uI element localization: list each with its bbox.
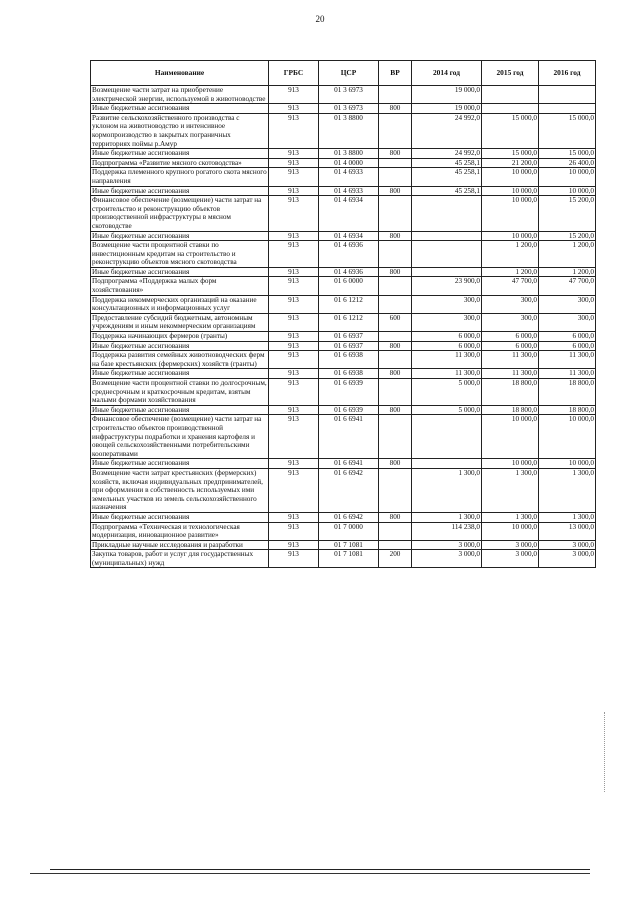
table-cell-2016: 15 200,0 bbox=[539, 231, 596, 241]
table-cell-csr: 01 4 0000 bbox=[319, 158, 379, 168]
table-row bbox=[91, 196, 596, 231]
table-header-row bbox=[91, 61, 596, 86]
table-cell-2016: 15 000,0 bbox=[539, 149, 596, 159]
table-row bbox=[91, 295, 596, 313]
header-2015: 2015 год bbox=[482, 61, 539, 86]
table-row bbox=[91, 550, 596, 568]
table-cell-csr: 01 4 6934 bbox=[319, 196, 379, 231]
table-cell-2014: 19 000,0 bbox=[412, 104, 482, 114]
table-cell-vr bbox=[379, 522, 412, 540]
table-cell-2015: 10 000,0 bbox=[482, 459, 539, 469]
table-cell-2015: 47 700,0 bbox=[482, 277, 539, 295]
table-cell-2014: 300,0 bbox=[412, 313, 482, 331]
table-cell-2015: 11 300,0 bbox=[482, 369, 539, 379]
table-cell-name: Возмещение части затрат крестьянских (фермерских) хозяйств, включая индивидуальных предпринимателей, при оформлении в собственность используемых ими земельных участков из земель сельскохозяйственного назначения bbox=[91, 468, 269, 512]
table-cell-2014: 23 900,0 bbox=[412, 277, 482, 295]
table-cell-grbs: 913 bbox=[269, 341, 319, 351]
table-row bbox=[91, 540, 596, 550]
table-cell-2016: 10 000,0 bbox=[539, 186, 596, 196]
table-row bbox=[91, 158, 596, 168]
header-csr: ЦСР bbox=[319, 61, 379, 86]
table-cell-2016: 3 000,0 bbox=[539, 540, 596, 550]
table-cell-name: Иные бюджетные ассигнования bbox=[91, 405, 269, 415]
table-row bbox=[91, 512, 596, 522]
table-cell-2016: 26 400,0 bbox=[539, 158, 596, 168]
table-cell-csr: 01 6 6941 bbox=[319, 459, 379, 469]
table-row bbox=[91, 267, 596, 277]
table-cell-name: Возмещение части затрат на приобретение электрической энергии, используемой в животноводстве bbox=[91, 86, 269, 104]
table-cell-name: Иные бюджетные ассигнования bbox=[91, 341, 269, 351]
table-cell-name: Поддержка развития семейных животноводческих ферм на базе крестьянских (фермерских) хозяйств (гранты) bbox=[91, 351, 269, 369]
table-cell-vr bbox=[379, 86, 412, 104]
table-cell-2014: 3 000,0 bbox=[412, 540, 482, 550]
table-cell-2014 bbox=[412, 231, 482, 241]
table-row bbox=[91, 186, 596, 196]
table-cell-2015: 18 800,0 bbox=[482, 379, 539, 406]
table-cell-vr: 800 bbox=[379, 405, 412, 415]
table-cell-grbs: 913 bbox=[269, 379, 319, 406]
table-cell-2015: 10 000,0 bbox=[482, 186, 539, 196]
table-cell-grbs: 913 bbox=[269, 512, 319, 522]
table-cell-2016: 10 000,0 bbox=[539, 168, 596, 186]
header-vr: ВР bbox=[379, 61, 412, 86]
table-cell-name: Поддержка племенного крупного рогатого скота мясного направления bbox=[92, 168, 267, 185]
table-cell-2015: 1 200,0 bbox=[482, 267, 539, 277]
table-cell-2016: 1 300,0 bbox=[539, 512, 596, 522]
table-cell-2016: 10 000,0 bbox=[539, 459, 596, 469]
table-cell-grbs: 913 bbox=[269, 468, 319, 512]
table-cell-name: Подпрограмма «Техническая и технологическая модернизация, инновационное развитие» bbox=[91, 522, 269, 540]
table-cell-2015: 300,0 bbox=[482, 295, 539, 313]
header-2014: 2014 год bbox=[412, 61, 482, 86]
table-cell-2014: 45 258,1 bbox=[412, 158, 482, 168]
table-cell-vr bbox=[379, 332, 412, 342]
table-row bbox=[91, 277, 596, 295]
table-cell-2014 bbox=[412, 241, 482, 268]
table-cell-csr: 01 4 6936 bbox=[319, 241, 379, 268]
table-cell-2015: 10 000,0 bbox=[482, 231, 539, 241]
table-cell-name: Финансовое обеспечение (возмещение) части затрат на строительство объектов производственной инфраструктуры подработки и хранения картофеля и овощей сельскохозяйственными потребительскими кооперативами bbox=[91, 415, 269, 459]
table-row bbox=[91, 369, 596, 379]
table-cell-2014: 45 258,1 bbox=[412, 186, 482, 196]
table-cell-grbs: 913 bbox=[269, 149, 319, 159]
table-cell-2014: 114 238,0 bbox=[412, 522, 482, 540]
table-cell-vr bbox=[379, 241, 412, 268]
table-cell-2014: 3 000,0 bbox=[412, 550, 482, 568]
table-row bbox=[91, 405, 596, 415]
table-cell-grbs: 913 bbox=[269, 369, 319, 379]
table-cell-name: Финансовое обеспечение (возмещение) части затрат на строительство и реконструкцию объектов производственной инфраструктуры в мясном скотоводстве bbox=[91, 196, 269, 231]
budget-table bbox=[90, 60, 596, 568]
table-cell-2016: 18 800,0 bbox=[539, 379, 596, 406]
table-cell-grbs: 913 bbox=[269, 267, 319, 277]
table-cell-2014 bbox=[412, 196, 482, 231]
table-cell-csr: 01 4 6934 bbox=[319, 231, 379, 241]
table-row bbox=[91, 168, 596, 186]
table-cell-grbs: 913 bbox=[269, 196, 319, 231]
table-cell-name: Прикладные научные исследования и разработки bbox=[91, 540, 269, 550]
table-row bbox=[91, 341, 596, 351]
table-cell-vr bbox=[379, 295, 412, 313]
table-cell-2015: 18 800,0 bbox=[482, 405, 539, 415]
table-cell-csr: 01 6 1212 bbox=[319, 295, 379, 313]
table-cell-grbs: 913 bbox=[269, 550, 319, 568]
table-cell-2014 bbox=[412, 459, 482, 469]
table-cell-2016: 1 300,0 bbox=[539, 468, 596, 512]
table-cell-2015: 3 000,0 bbox=[482, 540, 539, 550]
table-cell-2014: 11 300,0 bbox=[412, 351, 482, 369]
table-cell-2015: 11 300,0 bbox=[482, 351, 539, 369]
table-cell-name: Иные бюджетные ассигнования bbox=[91, 186, 269, 196]
table-cell-csr: 01 6 6937 bbox=[319, 341, 379, 351]
header-2016: 2016 год bbox=[539, 61, 596, 86]
table-cell-grbs: 913 bbox=[269, 459, 319, 469]
table-cell-2015: 6 000,0 bbox=[482, 332, 539, 342]
table-cell-name: Поддержка некоммерческих организаций на оказание консультационных и информационных услуг bbox=[91, 295, 269, 313]
table-cell-vr: 800 bbox=[379, 267, 412, 277]
table-cell-2015: 10 000,0 bbox=[482, 168, 539, 186]
table-cell-name: Поддержка начинающих фермеров (гранты) bbox=[91, 332, 269, 342]
table-cell-csr: 01 6 6942 bbox=[319, 468, 379, 512]
table-cell-csr: 01 6 6937 bbox=[319, 332, 379, 342]
table-cell-grbs: 913 bbox=[269, 231, 319, 241]
table-cell-grbs: 913 bbox=[269, 295, 319, 313]
table-cell-grbs: 913 bbox=[269, 415, 319, 459]
margin-mark bbox=[604, 712, 605, 792]
table-cell-name: Подпрограмма «Развитие мясного скотоводства» bbox=[91, 158, 269, 168]
table-row bbox=[91, 104, 596, 114]
table-cell-2014 bbox=[412, 267, 482, 277]
table-row bbox=[91, 415, 596, 459]
table-row bbox=[91, 86, 596, 104]
table-cell-csr: 01 6 6938 bbox=[319, 351, 379, 369]
table-cell-csr: 01 6 0000 bbox=[319, 277, 379, 295]
table-cell-grbs: 913 bbox=[269, 113, 319, 148]
table-cell-vr bbox=[379, 168, 412, 186]
table-cell-name: Иные бюджетные ассигнования bbox=[91, 512, 269, 522]
table-cell-name: Иные бюджетные ассигнования bbox=[91, 369, 269, 379]
table-cell-csr: 01 3 6973 bbox=[319, 86, 379, 104]
table-cell-csr: 01 7 1081 bbox=[319, 540, 379, 550]
table-cell-vr: 200 bbox=[379, 550, 412, 568]
table-cell-2016: 11 300,0 bbox=[539, 351, 596, 369]
table-cell-2015: 300,0 bbox=[482, 313, 539, 331]
table-cell-2016: 3 000,0 bbox=[539, 550, 596, 568]
table-cell-vr: 800 bbox=[379, 104, 412, 114]
table-cell-csr: 01 6 6939 bbox=[319, 405, 379, 415]
table-cell-2016: 47 700,0 bbox=[539, 277, 596, 295]
table-cell-2014: 19 000,0 bbox=[412, 86, 482, 104]
table-cell-2014: 1 300,0 bbox=[412, 468, 482, 512]
table-cell-name: Иные бюджетные ассигнования bbox=[91, 459, 269, 469]
table-cell-2016: 1 200,0 bbox=[539, 241, 596, 268]
table-cell-vr: 800 bbox=[379, 149, 412, 159]
table-cell-2015: 21 200,0 bbox=[482, 158, 539, 168]
table-row bbox=[91, 332, 596, 342]
table-cell-csr: 01 6 6938 bbox=[319, 369, 379, 379]
table-cell-2016: 11 300,0 bbox=[539, 369, 596, 379]
table-cell-2015: 15 000,0 bbox=[482, 149, 539, 159]
table-row bbox=[91, 241, 596, 268]
table-cell-2015: 1 200,0 bbox=[482, 241, 539, 268]
table-cell-vr bbox=[379, 277, 412, 295]
table-cell-2015: 3 000,0 bbox=[482, 550, 539, 568]
table-cell-name: Иные бюджетные ассигнования bbox=[91, 104, 269, 114]
table-cell-csr: 01 3 8800 bbox=[319, 113, 379, 148]
table-cell-2016: 300,0 bbox=[539, 313, 596, 331]
table-cell-vr: 800 bbox=[379, 231, 412, 241]
table-cell-2014: 6 000,0 bbox=[412, 341, 482, 351]
table-cell-grbs: 913 bbox=[269, 86, 319, 104]
table-cell-grbs: 913 bbox=[269, 168, 319, 186]
page-number: 20 bbox=[315, 14, 325, 24]
table-cell-2016: 13 000,0 bbox=[539, 522, 596, 540]
table-cell-vr bbox=[379, 379, 412, 406]
table-row bbox=[91, 313, 596, 331]
table-cell-vr bbox=[379, 540, 412, 550]
table-cell-csr: 01 4 6933 bbox=[319, 168, 379, 186]
table-cell-2014: 24 992,0 bbox=[412, 113, 482, 148]
header-grbs: ГРБС bbox=[269, 61, 319, 86]
table-cell-csr: 01 3 8800 bbox=[319, 149, 379, 159]
table-cell-vr: 800 bbox=[379, 512, 412, 522]
table-row bbox=[91, 459, 596, 469]
table-cell-grbs: 913 bbox=[269, 540, 319, 550]
table-cell-2014: 300,0 bbox=[412, 295, 482, 313]
table-cell-2016: 15 000,0 bbox=[539, 113, 596, 148]
table-cell-name: Возмещение части процентной ставки по долгосрочным, среднесрочным и краткосрочным кредитам, взятым малыми формами хозяйствования bbox=[92, 379, 267, 405]
table-cell-csr: 01 6 6941 bbox=[319, 415, 379, 459]
header-name: Наименование bbox=[91, 61, 269, 86]
table-cell-name: Иные бюджетные ассигнования bbox=[91, 231, 269, 241]
table-cell-2014: 6 000,0 bbox=[412, 332, 482, 342]
table-cell-2015 bbox=[482, 104, 539, 114]
table-cell-2016 bbox=[539, 86, 596, 104]
table-cell-vr bbox=[379, 196, 412, 231]
table-cell-name: Предоставление субсидий бюджетным, автономным учреждениям и иным некоммерческим организациям bbox=[91, 313, 269, 331]
table-cell-2016: 300,0 bbox=[539, 295, 596, 313]
table-cell-2014 bbox=[412, 415, 482, 459]
table-cell-vr bbox=[379, 468, 412, 512]
table-cell-grbs: 913 bbox=[269, 158, 319, 168]
table-cell-2016: 6 000,0 bbox=[539, 341, 596, 351]
table-cell-grbs: 913 bbox=[269, 277, 319, 295]
table-cell-name: Развитие сельскохозяйственного производства с уклоном на животноводство и интенсивное кормопроизводство в закрытых пограничных территориях поймы р.Амур bbox=[91, 113, 269, 148]
table-cell-vr bbox=[379, 415, 412, 459]
table-cell-2015: 10 000,0 bbox=[482, 196, 539, 231]
table-cell-csr: 01 3 6973 bbox=[319, 104, 379, 114]
table-cell-vr bbox=[379, 351, 412, 369]
table-cell-vr: 600 bbox=[379, 313, 412, 331]
table-cell-vr: 800 bbox=[379, 459, 412, 469]
table-cell-2014: 45 258,1 bbox=[412, 168, 482, 186]
table-cell-vr bbox=[379, 113, 412, 148]
table-cell-2015 bbox=[482, 86, 539, 104]
table-cell-name: Иные бюджетные ассигнования bbox=[91, 267, 269, 277]
table-cell-2014: 11 300,0 bbox=[412, 369, 482, 379]
table-cell-2014: 5 000,0 bbox=[412, 405, 482, 415]
table-cell-csr: 01 4 6936 bbox=[319, 267, 379, 277]
table-cell-vr: 800 bbox=[379, 369, 412, 379]
table-cell-2014: 5 000,0 bbox=[412, 379, 482, 406]
footer-line bbox=[50, 869, 590, 870]
table-cell-name: Иные бюджетные ассигнования bbox=[91, 149, 269, 159]
table-cell-2016 bbox=[539, 104, 596, 114]
table-cell-2016: 6 000,0 bbox=[539, 332, 596, 342]
table-cell-csr: 01 4 6933 bbox=[319, 186, 379, 196]
table-cell-2014: 24 992,0 bbox=[412, 149, 482, 159]
table-cell-2016: 1 200,0 bbox=[539, 267, 596, 277]
table-cell-csr: 01 7 1081 bbox=[319, 550, 379, 568]
table-row bbox=[91, 379, 596, 406]
table-cell-2015: 1 300,0 bbox=[482, 468, 539, 512]
table-row bbox=[91, 468, 596, 512]
table-row bbox=[91, 522, 596, 540]
table-cell-2015: 1 300,0 bbox=[482, 512, 539, 522]
table-cell-csr: 01 6 6942 bbox=[319, 512, 379, 522]
table-row bbox=[91, 351, 596, 369]
table-cell-grbs: 913 bbox=[269, 313, 319, 331]
table-cell-grbs: 913 bbox=[269, 332, 319, 342]
table-cell-grbs: 913 bbox=[269, 351, 319, 369]
table-row bbox=[91, 231, 596, 241]
table-cell-name: Закупка товаров, работ и услуг для государственных (муниципальных) нужд bbox=[91, 550, 269, 568]
table-cell-name: Подпрограмма «Поддержка малых форм хозяйствования» bbox=[91, 277, 269, 295]
table-cell-2015: 15 000,0 bbox=[482, 113, 539, 148]
table-cell-grbs: 913 bbox=[269, 186, 319, 196]
table-cell-grbs: 913 bbox=[269, 241, 319, 268]
table-cell-vr bbox=[379, 158, 412, 168]
table-cell-csr: 01 7 0000 bbox=[319, 522, 379, 540]
table-cell-csr: 01 6 1212 bbox=[319, 313, 379, 331]
table-cell-2015: 10 000,0 bbox=[482, 415, 539, 459]
table-cell-2016: 18 800,0 bbox=[539, 405, 596, 415]
table-cell-name: Возмещение части процентной ставки по инвестиционным кредитам на строительство и реконструкцию объектов мясного скотоводства bbox=[91, 241, 269, 268]
table-row bbox=[91, 113, 596, 148]
table-cell-grbs: 913 bbox=[269, 522, 319, 540]
table-cell-csr: 01 6 6939 bbox=[319, 379, 379, 406]
table-cell-grbs: 913 bbox=[269, 405, 319, 415]
table-cell-grbs: 913 bbox=[269, 104, 319, 114]
table-cell-2016: 15 200,0 bbox=[539, 196, 596, 231]
table-cell-vr: 800 bbox=[379, 341, 412, 351]
table-cell-2015: 6 000,0 bbox=[482, 341, 539, 351]
table-cell-vr: 800 bbox=[379, 186, 412, 196]
table-cell-2016: 10 000,0 bbox=[539, 415, 596, 459]
table-cell-2014: 1 300,0 bbox=[412, 512, 482, 522]
table-cell-2015: 10 000,0 bbox=[482, 522, 539, 540]
page-edge-line bbox=[30, 873, 590, 874]
table-row bbox=[91, 149, 596, 159]
